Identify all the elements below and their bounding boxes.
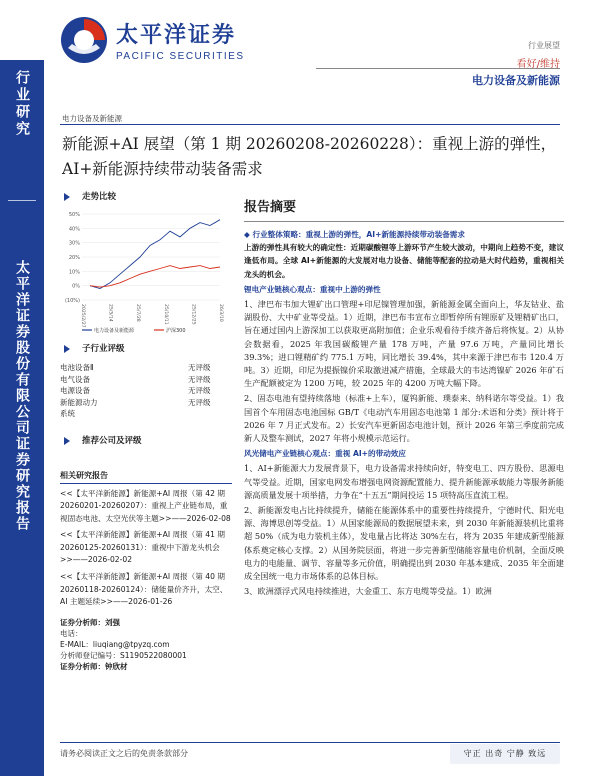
analyst-block: [60, 617, 232, 672]
report-title: 新能源+AI 展望（第 1 期 20260208-20260228）：重视上游的弹性，AI+新能源持续带动装备需求: [62, 135, 557, 178]
logo-icon: [58, 14, 110, 66]
related-list: [60, 488, 232, 609]
rating-name: 电气设备: [60, 374, 90, 384]
sidebar-org-name: 太平洋证券股份有限公司证券研究报告: [14, 260, 30, 532]
rating-name: 系统: [60, 409, 75, 418]
related-report-link[interactable]: <<【太平洋新能源】新能源+AI 周报（第 41 期 20260125-20260131）：重视中下游龙头机会>>——2026-02-02: [60, 530, 225, 565]
rating-value: 无评级: [188, 374, 211, 384]
abstract-paragraph: 风光储电产业链核心观点：重视 AI+的带动效应: [244, 449, 406, 459]
related-divider: [60, 483, 232, 484]
brand-name-en: PACIFIC SECURITIES: [116, 51, 245, 62]
rating-value: [188, 408, 232, 420]
y-tick-label: 0%: [72, 283, 80, 290]
x-tick-label: 25/5/14: [107, 304, 113, 322]
legend-label: 电力设备及新能源: [94, 328, 135, 334]
footer-divider: [60, 742, 560, 743]
abstract-paragraph: 1、AI+新能源大力发展背景下，电力设备需求持续向好，特变电工、四方股份、思源电气等受益。近期，国家电网发布增强电网资源配置能力、提升新能源承载能力等服务新能源高质量发展十项举措，力争在“十五五”期间投运 15 项特高压直流工程。: [244, 463, 564, 500]
x-tick-label: 25/10/11: [162, 304, 168, 325]
industry-rating: 看好/维持: [516, 59, 560, 70]
brand-logo: [58, 14, 245, 66]
footer-slogan: 守正 出奇 宁静 致远: [450, 744, 560, 764]
analyst-email[interactable]: E-MAIL：liuqiang@tpyzq.com: [60, 639, 170, 649]
trend-chart-svg: [60, 208, 232, 338]
rating-table: [60, 362, 232, 420]
rating-name: 新能源动力: [60, 397, 98, 407]
subcategory: 电力设备及新能源: [62, 114, 122, 123]
rating-row: [60, 408, 232, 420]
assistant-name: 证券分析师：钟欣材: [60, 661, 128, 671]
abstract-body: [244, 228, 564, 598]
right-column: [244, 196, 564, 598]
trend-heading: 走势比较: [60, 190, 232, 204]
y-tick-label: 30%: [68, 240, 80, 247]
abstract-paragraph: ◆ 行业整体策略：重视上游的弹性，AI+新能源持续带动装备需求: [244, 230, 465, 239]
abstract-heading: 报告摘要: [244, 200, 297, 215]
rating-value: 无评级: [188, 386, 211, 395]
x-tick-label: 2025/2/27: [80, 304, 85, 328]
x-tick-label: 25/12/25: [190, 304, 196, 325]
y-tick-label: 40%: [68, 226, 80, 233]
stock-heading: 推荐公司及评级: [60, 434, 232, 448]
abstract-paragraph: 3、欧洲漂浮式风电持续推进，大金重工、东方电缆等受益。1）欧洲: [244, 586, 492, 597]
left-column: [60, 190, 232, 672]
abstract-paragraph: 上游的弹性具有较大的确定性：近期碳酸锂等上游环节产生较大波动，中期向上趋势不变，建议逢低布局。全球 AI+新能源的大发展对电力设备、储能等配套的拉动是大时代趋势，重视相关龙头的机会。: [244, 243, 564, 279]
abstract-paragraph: 1、津巴布韦加大锂矿出口管理+印尼镍管理加强，新能源金属全面向上，华友钴业、盐湖股份、大中矿业等受益。1）近期，津巴布韦宣布立即暂停所有锂原矿及锂精矿出口，旨在通过国内上游深加工以获取更高附加值；企业乐观看待手续齐备后将恢复。2）从协会数据看，2025 年我国碳酸锂产量 178 万吨，产量 97.6 万吨，产量同比增长 39.3%；进口锂精矿约 775.1 万吨，同比增长 39.4%，其中来源于津巴布韦 120.4 万吨。3）近期，印尼为提振镍价采取激进减产措施，全球最大的韦达湾镍矿 2026 年矿石生产配额被定为 1200 万吨，较 2025 年的 4200 万吨大幅下降。: [244, 299, 564, 389]
related-report-link[interactable]: <<【太平洋新能源】新能源+AI 周报（第 42 期 20260201-20260207）：重视上产业链布局，重视固态电池、太空光伏等主题>>——2026-02-08: [60, 488, 231, 523]
y-tick-label: 10%: [68, 269, 80, 276]
related-report-link[interactable]: <<【太平洋新能源】新能源+AI 周报（第 40 期 20260118-20260124）：储能量价齐升，太空、AI 主题延续>>——2026-01-26: [60, 572, 228, 607]
abstract-paragraph: 2、新能源发电占比持续提升，储能在能源体系中的重要性持续提升，宁德时代、阳光电源、海博思创等受益。1）从国家能源局的数据展望未来，到 2030 年新能源装机比重将超 50%（成为电力装机主体），发电量占比将达 30%左右，将为 2035 年建成新型能源体系奠定核心支撑。2）从国务院层面，将进一步完善新型储能容量电价机制，全面反映电力的电能量、调节、容量等多元价值，明确提出到 2030 年基本建成、2035 年全面建成全国统一电力市场体系的总体目标。: [244, 505, 564, 582]
analyst-name: 证券分析师：刘强: [60, 617, 120, 627]
rating-value: 无评级: [188, 363, 211, 372]
rating-name: 电源设备: [60, 386, 90, 395]
sidebar: [0, 60, 44, 776]
rating-row: [60, 397, 232, 409]
sidebar-category: 行业研究: [14, 70, 30, 138]
analyst-cert: 分析师登记编号：S1190522080001: [60, 650, 187, 660]
x-tick-label: 26/3/10: [218, 304, 223, 322]
trend-chart: [60, 208, 232, 338]
rating-value: 无评级: [188, 397, 211, 407]
abstract-paragraph: 2、固态电池有望持续落地（标准+上车），厦钨新能、璞泰来、纳科诺尔等受益。1）我国首个车用固态电池国标 GB/T《电动汽车用固态电池第 1 部分:术语和分类》预计将于 2026 年 7 月正式发布。2）长安汽车更新固态电池计划，预计 2026 年第三季度前完成新人及整车测试，2027 年将小规模示范运行。: [244, 393, 564, 444]
subcategory-divider: [60, 124, 560, 125]
series-line: [90, 220, 220, 289]
related-heading: 相关研究报告: [60, 470, 108, 480]
rating-row: [60, 374, 232, 386]
rating-row: [60, 385, 232, 397]
rating-row: [60, 362, 232, 374]
y-tick-label: 20%: [68, 255, 80, 261]
industry-name: 电力设备及新能源: [472, 74, 560, 87]
legend-label: 沪深300: [166, 328, 186, 334]
abstract-divider: [244, 221, 564, 222]
abstract-paragraph: 锂电产业链核心观点：重视中上游的弹性: [244, 284, 381, 294]
y-tick-label: 50%: [68, 212, 80, 218]
header-meta: [472, 40, 560, 87]
y-tick-label: (10%): [64, 298, 80, 304]
sidebar-divider: [8, 200, 36, 201]
series-line: [90, 266, 220, 288]
doc-type: 行业展望: [528, 41, 560, 50]
analyst-phone: 电话：: [60, 628, 83, 638]
brand-name-cn: 太平洋证券: [116, 23, 237, 48]
footer-disclaimer: 请务必阅读正文之后的免责条款部分: [60, 749, 188, 758]
rating-name: 电池设备Ⅱ: [60, 363, 94, 372]
rating-heading: 子行业评级: [60, 342, 232, 356]
x-tick-label: 25/7/28: [135, 304, 141, 322]
